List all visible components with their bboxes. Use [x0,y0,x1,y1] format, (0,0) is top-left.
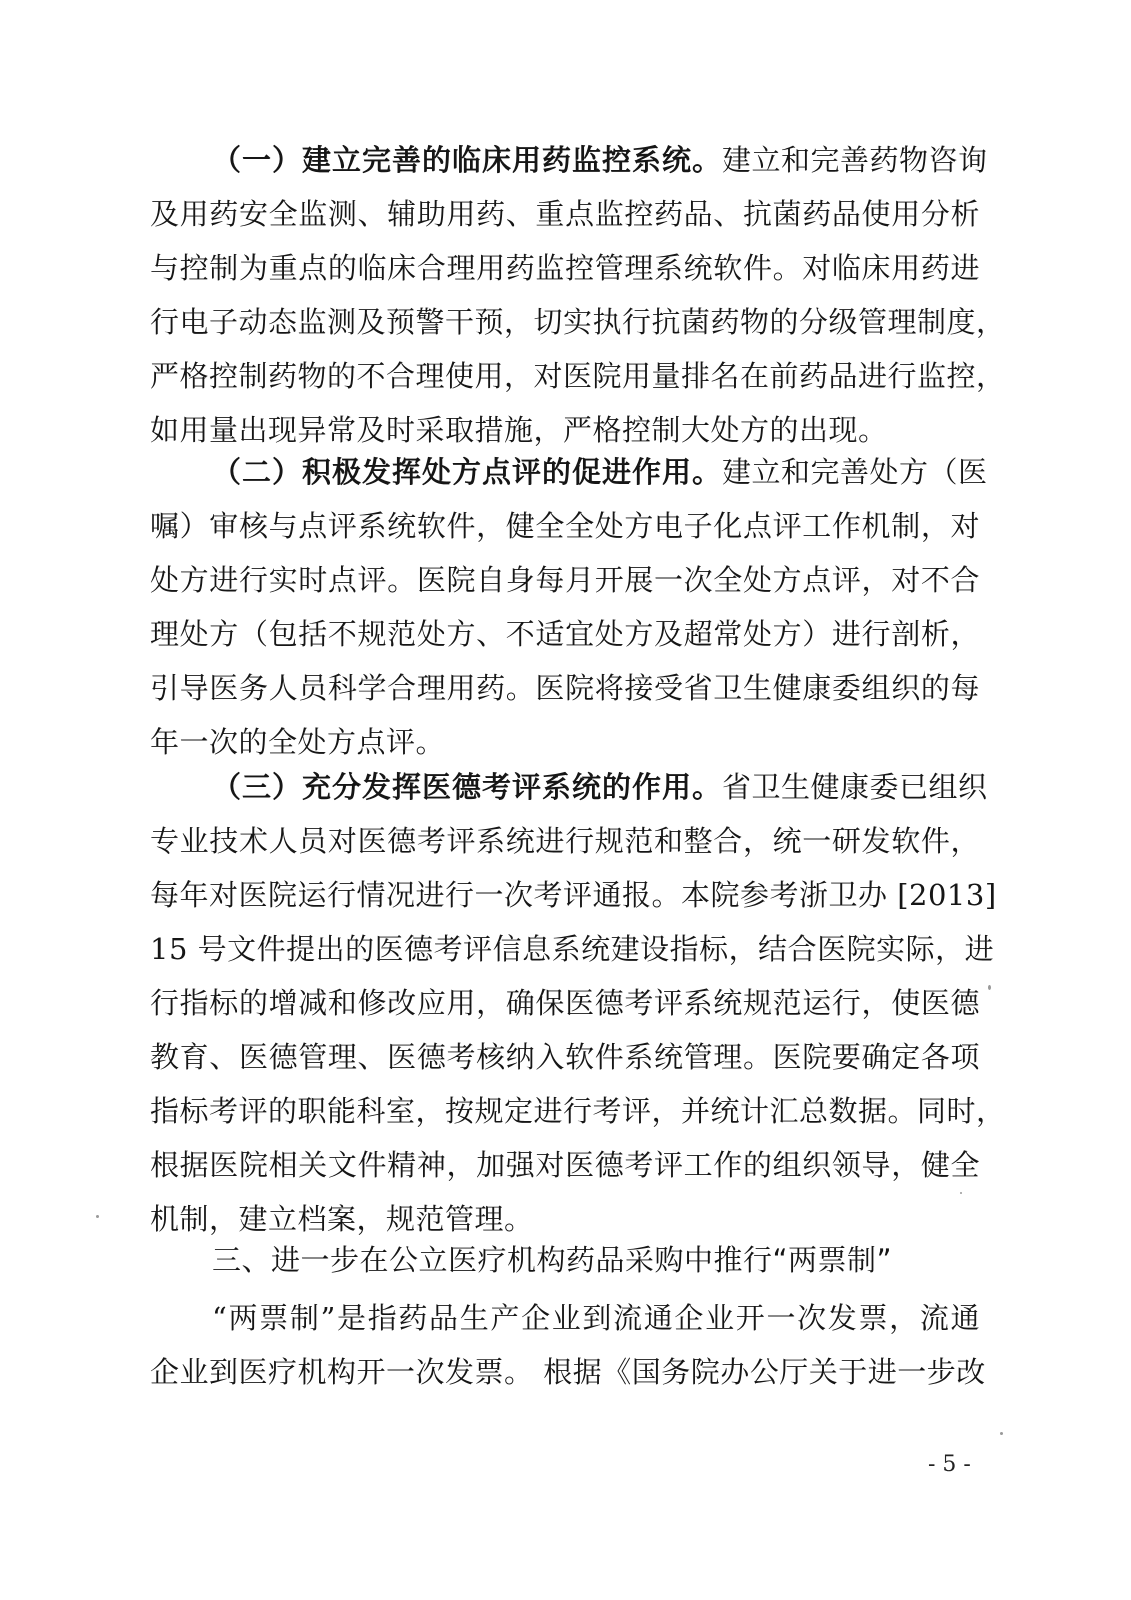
scan-speck [96,1215,99,1218]
paragraph-clinical-monitoring [150,133,1006,457]
paragraph-heading: （二）积极发挥处方点评的促进作用。 [212,455,723,489]
paragraph-text: 建立和完善处方（医 [722,455,988,489]
paragraph-line: 处方进行实时点评。医院自身每月开展一次全处方点评，对不合 [150,563,980,597]
section-heading-block [150,1233,980,1287]
scan-speck [960,1192,962,1194]
paragraph-line: 如用量出现异常及时采取措施，严格控制大处方的出现。 [150,413,888,447]
paragraph-line: 与控制为重点的临床合理用药监控管理系统软件。对临床用药进 [150,251,980,285]
paragraph-line: 根据医院相关文件精神，加强对医德考评工作的组织领导，健全 [150,1148,980,1182]
paragraph-text: 省卫生健康委已组织 [722,770,988,804]
paragraph-first-line [150,760,988,814]
paragraph-prescription-review [150,445,988,769]
paragraph-line: 及用药安全监测、辅助用药、重点监控药品、抗菌药品使用分析 [150,197,980,231]
paragraph-heading: （三）充分发挥医德考评系统的作用。 [212,770,723,804]
page-number: - 5 - [928,1452,971,1477]
paragraph-line: 行电子动态监测及预警干预，切实执行抗菌药物的分级管理制度， [150,305,1006,339]
paragraph-line: 指标考评的职能科室，按规定进行考评，并统计汇总数据。同时， [150,1094,1006,1128]
paragraph-two-invoice-system [150,1291,986,1399]
paragraph-line: 机制，建立档案，规范管理。 [150,1202,534,1236]
paragraph-line: 企业到医疗机构开一次发票。 根据《国务院办公厅关于进一步改 [150,1355,986,1389]
paragraph-line: 教育、医德管理、医德考核纳入软件系统管理。医院要确定各项 [150,1040,980,1074]
paragraph-first-line [150,133,988,187]
paragraph-text: 建立和完善药物咨询 [722,143,988,177]
scan-speck [1000,1432,1003,1435]
paragraph-line: 严格控制药物的不合理使用，对医院用量排名在前药品进行监控， [150,359,1006,393]
paragraph-line: 理处方（包括不规范处方、不适宜处方及超常处方）进行剖析， [150,617,980,651]
paragraph-line: 嘱）审核与点评系统软件，健全全处方电子化点评工作机制，对 [150,509,980,543]
paragraph-line: 引导医务人员科学合理用药。医院将接受省卫生健康委组织的每 [150,671,980,705]
paragraph-line: 年一次的全处方点评。 [150,725,446,759]
paragraph-line: 专业技术人员对医德考评系统进行规范和整合，统一研发软件， [150,824,980,858]
paragraph-line: 行指标的增减和修改应用，确保医德考评系统规范运行，使医德 [150,986,980,1020]
paragraph-line: 每年对医院运行情况进行一次考评通报。本院参考浙卫办 [2013] [150,878,997,912]
paragraph-heading: （一）建立完善的临床用药监控系统。 [212,143,723,177]
section-heading: 三、进一步在公立医疗机构药品采购中推行“两票制” [212,1243,893,1277]
scan-speck [988,985,991,990]
paragraph-line: “两票制”是指药品生产企业到流通企业开一次发票，流通 [212,1301,980,1335]
paragraph-first-line [150,445,988,499]
paragraph-medical-ethics [150,760,1006,1246]
paragraph-line: 15 号文件提出的医德考评信息系统建设指标，结合医院实际，进 [150,932,995,966]
